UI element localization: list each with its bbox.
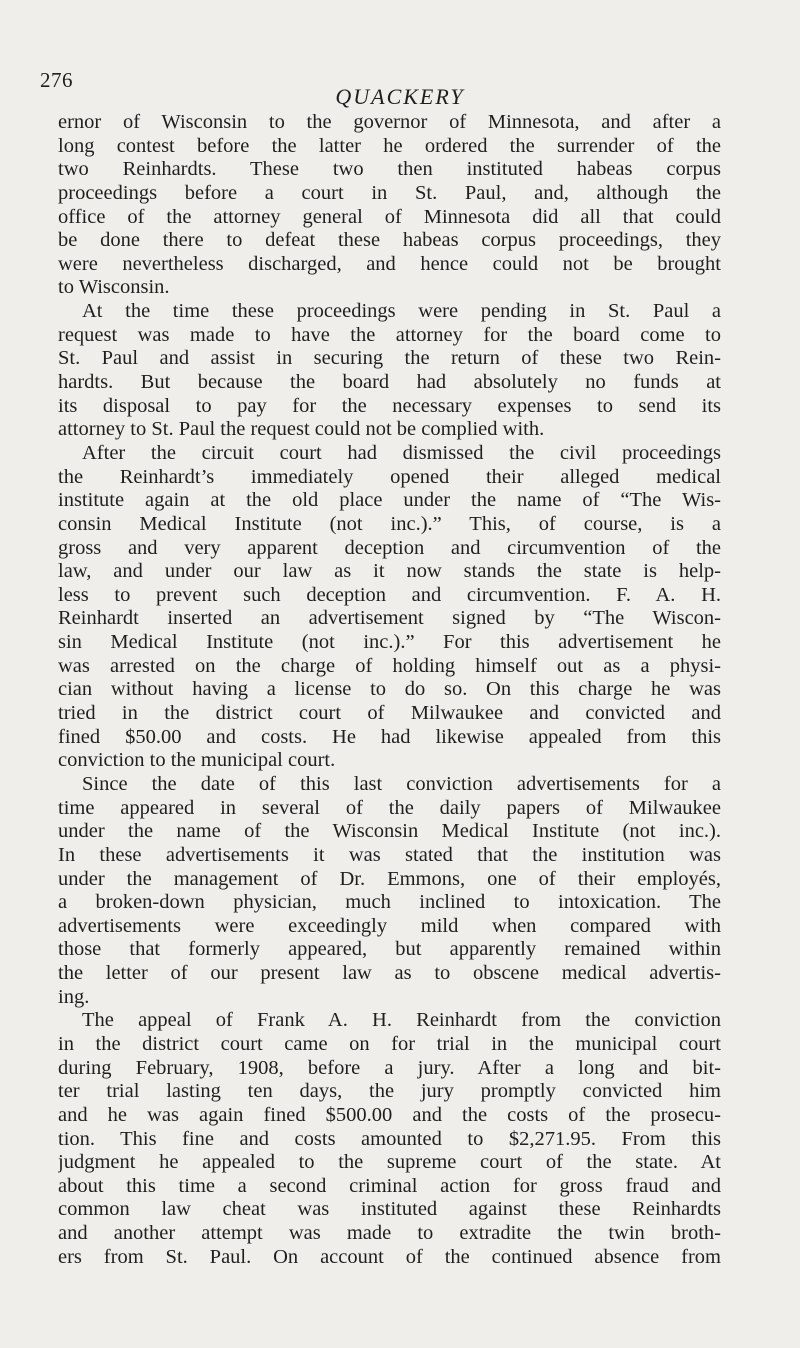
text-line: advertisements were exceedingly mild when compared with bbox=[58, 914, 721, 937]
text-line: to Wisconsin. bbox=[58, 276, 170, 299]
text-line: law, and under our law as it now stands the state is help- bbox=[58, 560, 721, 583]
text-line: hardts. But because the board had absolutely no funds at bbox=[58, 371, 721, 394]
text-line: those that formerly appeared, but apparently remained within bbox=[58, 938, 721, 961]
text-line: After the circuit court had dismissed the civil proceedings bbox=[82, 441, 721, 464]
text-line: request was made to have the attorney for the board come to bbox=[58, 323, 721, 346]
text-line: conviction to the municipal court. bbox=[58, 749, 336, 772]
text-line: judgment he appealed to the supreme court of the state. At bbox=[58, 1151, 721, 1174]
text-line: the Reinhardt’s immediately opened their alleged medical bbox=[58, 465, 721, 488]
text-line: In these advertisements it was stated that the institution was bbox=[58, 843, 721, 866]
text-line: was arrested on the charge of holding himself out as a physi- bbox=[58, 654, 721, 677]
text-line: and another attempt was made to extradite the twin broth- bbox=[58, 1222, 721, 1245]
text-line: about this time a second criminal action for gross fraud and bbox=[58, 1174, 721, 1197]
text-line: fined $50.00 and costs. He had likewise appealed from this bbox=[58, 725, 721, 748]
text-line: office of the attorney general of Minnesota did all that could bbox=[58, 205, 721, 228]
paragraph bbox=[58, 111, 721, 300]
body-text bbox=[58, 111, 721, 1269]
text-line: a broken-down physician, much inclined to intoxication. The bbox=[58, 891, 721, 914]
text-line: less to prevent such deception and circumvention. F. A. H. bbox=[58, 583, 721, 606]
text-line: gross and very apparent deception and circumvention of the bbox=[58, 536, 721, 559]
text-line: attorney to St. Paul the request could not be complied with. bbox=[58, 418, 545, 441]
text-line: At the time these proceedings were pending in St. Paul a bbox=[82, 300, 721, 323]
text-line: during February, 1908, before a jury. After a long and bit- bbox=[58, 1056, 721, 1079]
text-line: proceedings before a court in St. Paul, and, although the bbox=[58, 181, 721, 204]
text-line: in the district court came on for trial in the municipal court bbox=[58, 1032, 721, 1055]
text-line: ter trial lasting ten days, the jury promptly convicted him bbox=[58, 1080, 721, 1103]
text-line: The appeal of Frank A. H. Reinhardt from the conviction bbox=[82, 1009, 721, 1032]
text-line: sin Medical Institute (not inc.).” For this advertisement he bbox=[58, 631, 721, 654]
text-line: and he was again fined $500.00 and the costs of the prosecu- bbox=[58, 1103, 721, 1126]
text-line: tried in the district court of Milwaukee and convicted and bbox=[58, 702, 721, 725]
text-line: Since the date of this last conviction advertisements for a bbox=[82, 772, 721, 795]
text-line: time appeared in several of the daily papers of Milwaukee bbox=[58, 796, 721, 819]
paragraph bbox=[58, 773, 721, 1009]
text-line: long contest before the latter he ordered the surrender of the bbox=[58, 134, 721, 157]
text-line: ing. bbox=[58, 985, 90, 1008]
paragraph bbox=[58, 1009, 721, 1269]
text-line: institute again at the old place under the name of “The Wis- bbox=[58, 489, 721, 512]
text-line: be done there to defeat these habeas corpus proceedings, they bbox=[58, 229, 721, 252]
text-line: were nevertheless discharged, and hence could not be brought bbox=[58, 252, 721, 275]
text-line: under the management of Dr. Emmons, one of their employés, bbox=[58, 867, 721, 890]
text-line: common law cheat was instituted against these Reinhardts bbox=[58, 1198, 721, 1221]
paragraph bbox=[58, 442, 721, 773]
text-line: tion. This fine and costs amounted to $2,271.95. From this bbox=[58, 1127, 721, 1150]
text-line: consin Medical Institute (not inc.).” This, of course, is a bbox=[58, 512, 721, 535]
text-line: cian without having a license to do so. On this charge he was bbox=[58, 678, 721, 701]
text-line: the letter of our present law as to obscene medical advertis- bbox=[58, 962, 721, 985]
paragraph bbox=[58, 300, 721, 442]
text-line: ernor of Wisconsin to the governor of Minnesota, and after a bbox=[58, 111, 721, 133]
text-line: two Reinhardts. These two then instituted habeas corpus bbox=[58, 158, 721, 181]
text-line: Reinhardt inserted an advertisement signed by “The Wiscon- bbox=[58, 607, 721, 630]
text-line: ers from St. Paul. On account of the continued absence from bbox=[58, 1245, 721, 1268]
text-line: its disposal to pay for the necessary expenses to send its bbox=[58, 394, 721, 417]
running-head: QUACKERY bbox=[335, 84, 465, 109]
text-line: St. Paul and assist in securing the return of these two Rein- bbox=[58, 347, 721, 370]
text-line: under the name of the Wisconsin Medical Institute (not inc.). bbox=[58, 820, 721, 843]
page-number: 276 bbox=[40, 68, 73, 92]
